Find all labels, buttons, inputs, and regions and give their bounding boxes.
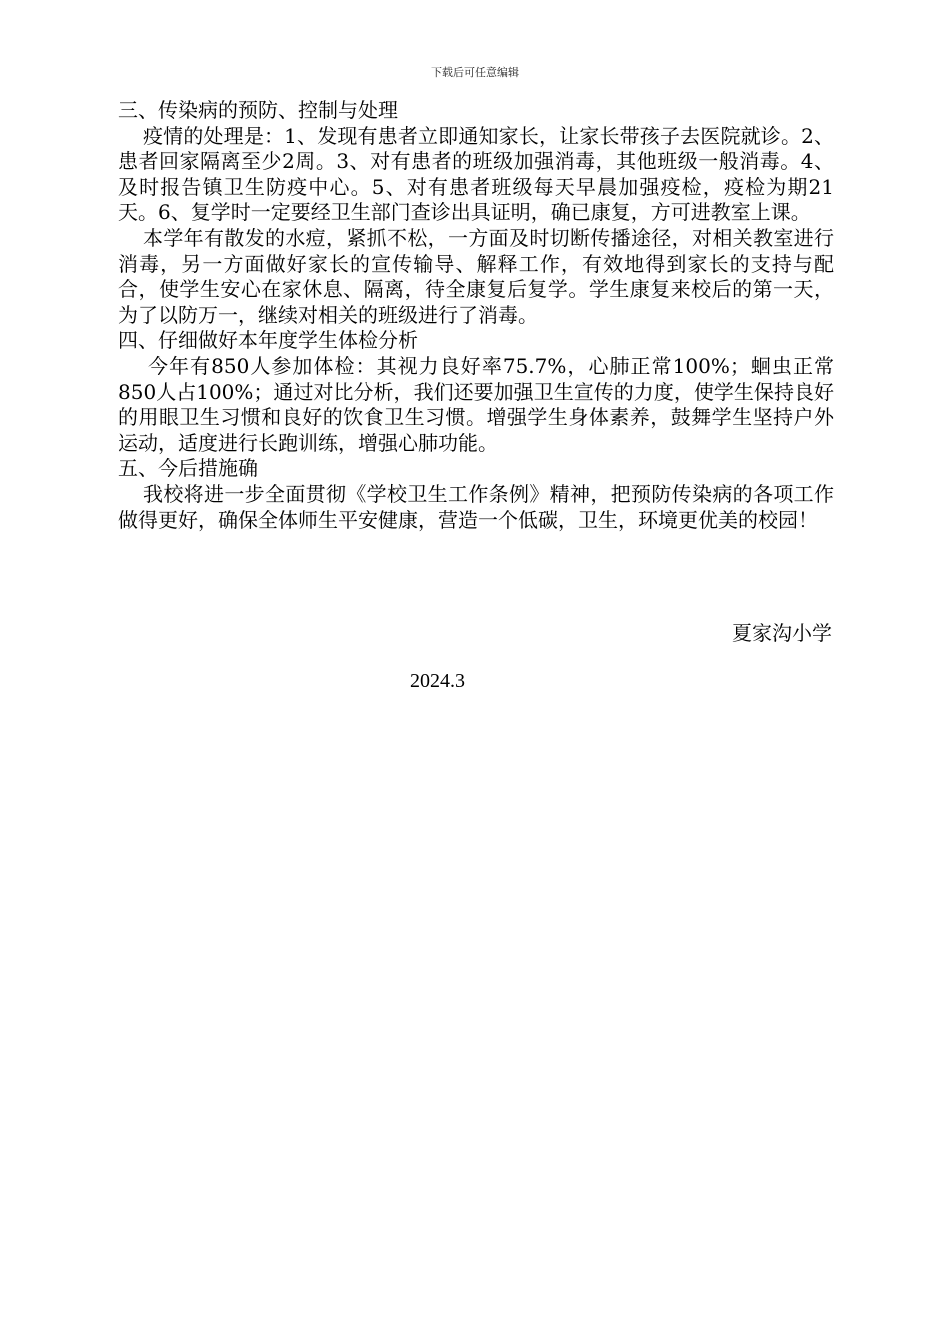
school-signature: 夏家沟小学 bbox=[732, 621, 832, 645]
section-4-heading: 四、仔细做好本年度学生体检分析 bbox=[118, 328, 418, 353]
document-body bbox=[118, 98, 834, 533]
section-4-paragraph-1: 今年有850人参加体检：其视力良好率75.7%，心肺正常100%；蛔虫正常850人占100%；通过对比分析，我们还要加强卫生宣传的力度，使学生保持良好的用眼卫生习惯和良好的饮食卫生习惯。增强学生身体素养，鼓舞学生坚持户外运动，适度进行长跑训练，增强心肺功能。 bbox=[118, 353, 834, 455]
section-3-paragraph-2: 本学年有散发的水痘，紧抓不松，一方面及时切断传播途径，对相关教室进行消毒，另一方面做好家长的宣传输导、解释工作，有效地得到家长的支持与配合，使学生安心在家休息、隔离，待全康复后复学。学生康复来校后的第一天，为了以防万一，继续对相关的班级进行了消毒。 bbox=[118, 225, 834, 327]
section-5-paragraph-1: 我校将进一步全面贯彻《学校卫生工作条例》精神，把预防传染病的各项工作做得更好，确保全体师生平安健康，营造一个低碳，卫生，环境更优美的校园！ bbox=[118, 481, 834, 532]
section-3-heading: 三、传染病的预防、控制与处理 bbox=[118, 98, 398, 122]
section-3-paragraph-1: 疫情的处理是：1、发现有患者立即通知家长，让家长带孩子去医院就诊。2、患者回家隔离至少2周。3、对有患者的班级加强消毒，其他班级一般消毒。4、及时报告镇卫生防疫中心。5、对有患者班级每天早晨加强疫检，疫检为期21天。6、复学时一定要经卫生部门查诊出具证明，确已康复，方可进教室上课。 bbox=[118, 123, 834, 225]
document-date: 2024.3 bbox=[410, 670, 465, 692]
header-note: 下载后可任意编辑 bbox=[431, 66, 519, 79]
section-5-heading: 五、今后措施确 bbox=[118, 456, 258, 481]
